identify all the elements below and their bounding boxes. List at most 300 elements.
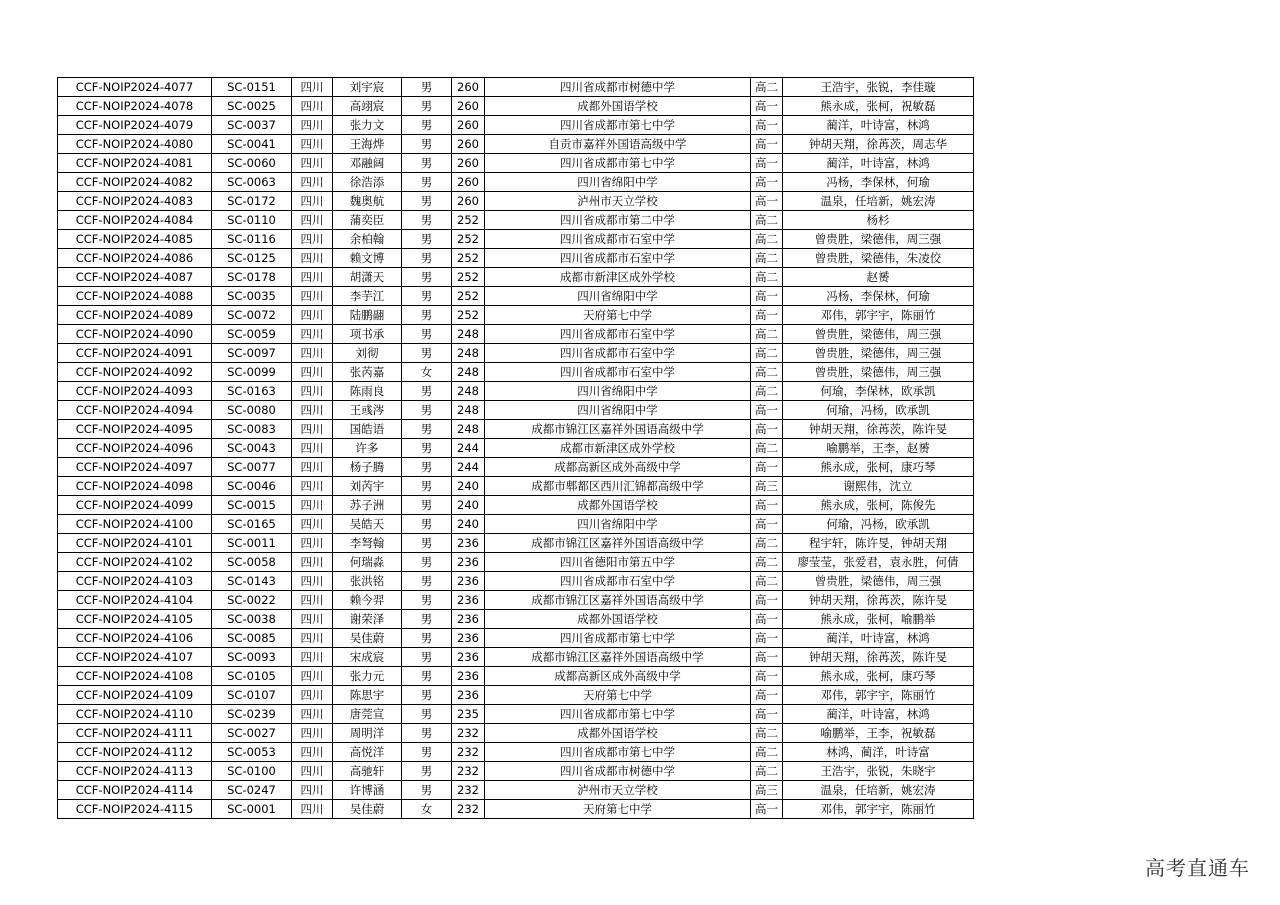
contestant-id-cell: CCF-NOIP2024-4105	[58, 610, 212, 629]
province-cell: 四川	[292, 743, 333, 762]
gender-cell: 男	[402, 116, 452, 135]
contestant-id-cell: CCF-NOIP2024-4103	[58, 572, 212, 591]
seat-id-cell: SC-0151	[212, 78, 292, 97]
seat-id-cell: SC-0100	[212, 762, 292, 781]
name-cell: 徐浩添	[333, 173, 402, 192]
grade-cell: 高一	[751, 173, 783, 192]
table-row	[58, 572, 974, 591]
contestant-id-cell: CCF-NOIP2024-4097	[58, 458, 212, 477]
province-cell: 四川	[292, 420, 333, 439]
name-cell: 高悦洋	[333, 743, 402, 762]
contestant-id-cell: CCF-NOIP2024-4083	[58, 192, 212, 211]
coach-cell: 邓伟，郭宇宇，陈丽竹	[783, 800, 974, 819]
grade-cell: 高三	[751, 477, 783, 496]
name-cell: 吴佳蔚	[333, 800, 402, 819]
table-row	[58, 648, 974, 667]
seat-id-cell: SC-0058	[212, 553, 292, 572]
gender-cell: 男	[402, 648, 452, 667]
grade-cell: 高二	[751, 211, 783, 230]
school-cell: 四川省成都市第七中学	[485, 743, 751, 762]
score-cell: 236	[452, 629, 485, 648]
contestant-id-cell: CCF-NOIP2024-4104	[58, 591, 212, 610]
name-cell: 吴皓天	[333, 515, 402, 534]
grade-cell: 高二	[751, 249, 783, 268]
school-cell: 成都市锦江区嘉祥外国语高级中学	[485, 420, 751, 439]
coach-cell: 曾贵胜，梁德伟，周三强	[783, 325, 974, 344]
contestant-id-cell: CCF-NOIP2024-4091	[58, 344, 212, 363]
seat-id-cell: SC-0063	[212, 173, 292, 192]
gender-cell: 女	[402, 363, 452, 382]
province-cell: 四川	[292, 724, 333, 743]
province-cell: 四川	[292, 591, 333, 610]
gender-cell: 男	[402, 762, 452, 781]
province-cell: 四川	[292, 629, 333, 648]
province-cell: 四川	[292, 287, 333, 306]
contestant-id-cell: CCF-NOIP2024-4089	[58, 306, 212, 325]
school-cell: 四川省成都市石室中学	[485, 325, 751, 344]
gender-cell: 男	[402, 458, 452, 477]
school-cell: 成都外国语学校	[485, 97, 751, 116]
province-cell: 四川	[292, 458, 333, 477]
score-cell: 248	[452, 363, 485, 382]
seat-id-cell: SC-0093	[212, 648, 292, 667]
coach-cell: 蔺洋，叶诗富，林鸿	[783, 705, 974, 724]
contestant-id-cell: CCF-NOIP2024-4090	[58, 325, 212, 344]
grade-cell: 高一	[751, 667, 783, 686]
table-body	[58, 78, 974, 819]
school-cell: 四川省成都市石室中学	[485, 249, 751, 268]
table-row	[58, 629, 974, 648]
score-cell: 260	[452, 135, 485, 154]
grade-cell: 高一	[751, 515, 783, 534]
seat-id-cell: SC-0027	[212, 724, 292, 743]
seat-id-cell: SC-0077	[212, 458, 292, 477]
table-row	[58, 591, 974, 610]
province-cell: 四川	[292, 325, 333, 344]
coach-cell: 谢熙伟，沈立	[783, 477, 974, 496]
province-cell: 四川	[292, 477, 333, 496]
school-cell: 四川省成都市第二中学	[485, 211, 751, 230]
gender-cell: 女	[402, 800, 452, 819]
gender-cell: 男	[402, 154, 452, 173]
coach-cell: 温泉，任培新，姚宏涛	[783, 781, 974, 800]
contestant-id-cell: CCF-NOIP2024-4077	[58, 78, 212, 97]
school-cell: 四川省成都市第七中学	[485, 116, 751, 135]
score-cell: 232	[452, 800, 485, 819]
coach-cell: 冯杨，李保林，何瑜	[783, 173, 974, 192]
province-cell: 四川	[292, 496, 333, 515]
contestant-id-cell: CCF-NOIP2024-4078	[58, 97, 212, 116]
grade-cell: 高一	[751, 154, 783, 173]
coach-cell: 熊永成，张柯，康巧琴	[783, 667, 974, 686]
coach-cell: 熊永成，张柯，康巧琴	[783, 458, 974, 477]
gender-cell: 男	[402, 211, 452, 230]
table-row	[58, 363, 974, 382]
score-cell: 252	[452, 306, 485, 325]
table-row	[58, 287, 974, 306]
seat-id-cell: SC-0165	[212, 515, 292, 534]
grade-cell: 高二	[751, 762, 783, 781]
score-cell: 236	[452, 591, 485, 610]
coach-cell: 温泉，任培新，姚宏涛	[783, 192, 974, 211]
score-cell: 248	[452, 420, 485, 439]
table-row	[58, 306, 974, 325]
name-cell: 王海烨	[333, 135, 402, 154]
coach-cell: 曾贵胜，梁德伟，周三强	[783, 344, 974, 363]
coach-cell: 林鸿，蔺洋，叶诗富	[783, 743, 974, 762]
province-cell: 四川	[292, 78, 333, 97]
coach-cell: 蔺洋，叶诗富，林鸿	[783, 116, 974, 135]
province-cell: 四川	[292, 192, 333, 211]
seat-id-cell: SC-0239	[212, 705, 292, 724]
gender-cell: 男	[402, 705, 452, 724]
school-cell: 成都市锦江区嘉祥外国语高级中学	[485, 534, 751, 553]
school-cell: 天府第七中学	[485, 306, 751, 325]
school-cell: 四川省绵阳中学	[485, 515, 751, 534]
province-cell: 四川	[292, 610, 333, 629]
seat-id-cell: SC-0097	[212, 344, 292, 363]
grade-cell: 高一	[751, 686, 783, 705]
table-row	[58, 515, 974, 534]
gender-cell: 男	[402, 477, 452, 496]
gender-cell: 男	[402, 97, 452, 116]
score-cell: 232	[452, 743, 485, 762]
gender-cell: 男	[402, 401, 452, 420]
school-cell: 成都市锦江区嘉祥外国语高级中学	[485, 648, 751, 667]
seat-id-cell: SC-0038	[212, 610, 292, 629]
contestant-id-cell: CCF-NOIP2024-4087	[58, 268, 212, 287]
gender-cell: 男	[402, 382, 452, 401]
seat-id-cell: SC-0015	[212, 496, 292, 515]
grade-cell: 高一	[751, 610, 783, 629]
name-cell: 高翊宸	[333, 97, 402, 116]
table-row	[58, 192, 974, 211]
seat-id-cell: SC-0116	[212, 230, 292, 249]
gender-cell: 男	[402, 781, 452, 800]
grade-cell: 高二	[751, 325, 783, 344]
table-row	[58, 553, 974, 572]
contestant-id-cell: CCF-NOIP2024-4101	[58, 534, 212, 553]
gender-cell: 男	[402, 306, 452, 325]
grade-cell: 高一	[751, 496, 783, 515]
table-row	[58, 667, 974, 686]
name-cell: 赖文博	[333, 249, 402, 268]
name-cell: 王彧涔	[333, 401, 402, 420]
name-cell: 魏奥航	[333, 192, 402, 211]
table-row	[58, 135, 974, 154]
table-row	[58, 458, 974, 477]
school-cell: 四川省成都市树德中学	[485, 762, 751, 781]
name-cell: 宋成宸	[333, 648, 402, 667]
seat-id-cell: SC-0172	[212, 192, 292, 211]
score-cell: 252	[452, 268, 485, 287]
name-cell: 谢荣泽	[333, 610, 402, 629]
gender-cell: 男	[402, 629, 452, 648]
school-cell: 四川省德阳市第五中学	[485, 553, 751, 572]
score-cell: 248	[452, 382, 485, 401]
grade-cell: 高二	[751, 553, 783, 572]
coach-cell: 杨杉	[783, 211, 974, 230]
province-cell: 四川	[292, 268, 333, 287]
seat-id-cell: SC-0035	[212, 287, 292, 306]
coach-cell: 钟胡天翔，徐苒茨，陈许旻	[783, 591, 974, 610]
contestant-id-cell: CCF-NOIP2024-4109	[58, 686, 212, 705]
contestant-id-cell: CCF-NOIP2024-4080	[58, 135, 212, 154]
seat-id-cell: SC-0105	[212, 667, 292, 686]
grade-cell: 高二	[751, 724, 783, 743]
contestant-id-cell: CCF-NOIP2024-4084	[58, 211, 212, 230]
name-cell: 张力元	[333, 667, 402, 686]
table-row	[58, 420, 974, 439]
score-cell: 260	[452, 173, 485, 192]
name-cell: 许博涵	[333, 781, 402, 800]
score-cell: 236	[452, 610, 485, 629]
school-cell: 成都市锦江区嘉祥外国语高级中学	[485, 591, 751, 610]
table-row	[58, 78, 974, 97]
coach-cell: 邓伟，郭宇宇，陈丽竹	[783, 306, 974, 325]
contestant-id-cell: CCF-NOIP2024-4113	[58, 762, 212, 781]
gender-cell: 男	[402, 420, 452, 439]
province-cell: 四川	[292, 534, 333, 553]
grade-cell: 高二	[751, 534, 783, 553]
contestant-id-cell: CCF-NOIP2024-4115	[58, 800, 212, 819]
grade-cell: 高一	[751, 401, 783, 420]
grade-cell: 高一	[751, 135, 783, 154]
name-cell: 胡潇天	[333, 268, 402, 287]
school-cell: 成都高新区成外高级中学	[485, 458, 751, 477]
score-cell: 252	[452, 211, 485, 230]
gender-cell: 男	[402, 743, 452, 762]
coach-cell: 钟胡天翔，徐苒茨，周志华	[783, 135, 974, 154]
contestant-id-cell: CCF-NOIP2024-4095	[58, 420, 212, 439]
gender-cell: 男	[402, 325, 452, 344]
coach-cell: 程宇轩，陈许旻，钟胡天翔	[783, 534, 974, 553]
school-cell: 自贡市嘉祥外国语高级中学	[485, 135, 751, 154]
table-row	[58, 534, 974, 553]
coach-cell: 熊永成，张柯，祝敏磊	[783, 97, 974, 116]
coach-cell: 喻鹏举，王李，赵赟	[783, 439, 974, 458]
name-cell: 项书承	[333, 325, 402, 344]
score-cell: 260	[452, 154, 485, 173]
coach-cell: 廖莹莹，张爱君，袁永胜，何倩	[783, 553, 974, 572]
province-cell: 四川	[292, 116, 333, 135]
coach-cell: 赵赟	[783, 268, 974, 287]
province-cell: 四川	[292, 173, 333, 192]
grade-cell: 高一	[751, 287, 783, 306]
name-cell: 许多	[333, 439, 402, 458]
contestant-id-cell: CCF-NOIP2024-4108	[58, 667, 212, 686]
province-cell: 四川	[292, 762, 333, 781]
table-row	[58, 382, 974, 401]
grade-cell: 高一	[751, 97, 783, 116]
gender-cell: 男	[402, 515, 452, 534]
province-cell: 四川	[292, 515, 333, 534]
school-cell: 四川省成都市第七中学	[485, 629, 751, 648]
seat-id-cell: SC-0083	[212, 420, 292, 439]
results-table	[57, 77, 974, 819]
school-cell: 泸州市天立学校	[485, 192, 751, 211]
name-cell: 李弩翰	[333, 534, 402, 553]
gender-cell: 男	[402, 287, 452, 306]
grade-cell: 高二	[751, 268, 783, 287]
table-row	[58, 116, 974, 135]
grade-cell: 高二	[751, 230, 783, 249]
seat-id-cell: SC-0011	[212, 534, 292, 553]
gender-cell: 男	[402, 173, 452, 192]
gender-cell: 男	[402, 553, 452, 572]
contestant-id-cell: CCF-NOIP2024-4114	[58, 781, 212, 800]
seat-id-cell: SC-0037	[212, 116, 292, 135]
province-cell: 四川	[292, 363, 333, 382]
score-cell: 260	[452, 192, 485, 211]
name-cell: 邓融阔	[333, 154, 402, 173]
school-cell: 成都外国语学校	[485, 724, 751, 743]
coach-cell: 何瑜，冯杨，欧承凯	[783, 515, 974, 534]
grade-cell: 高二	[751, 743, 783, 762]
gender-cell: 男	[402, 78, 452, 97]
name-cell: 李芋江	[333, 287, 402, 306]
contestant-id-cell: CCF-NOIP2024-4085	[58, 230, 212, 249]
province-cell: 四川	[292, 667, 333, 686]
name-cell: 刘彻	[333, 344, 402, 363]
school-cell: 天府第七中学	[485, 800, 751, 819]
gender-cell: 男	[402, 724, 452, 743]
seat-id-cell: SC-0072	[212, 306, 292, 325]
province-cell: 四川	[292, 306, 333, 325]
contestant-id-cell: CCF-NOIP2024-4111	[58, 724, 212, 743]
province-cell: 四川	[292, 572, 333, 591]
name-cell: 赖今羿	[333, 591, 402, 610]
province-cell: 四川	[292, 382, 333, 401]
coach-cell: 喻鹏举，王李，祝敏磊	[783, 724, 974, 743]
name-cell: 陈思宇	[333, 686, 402, 705]
table-row	[58, 211, 974, 230]
contestant-id-cell: CCF-NOIP2024-4086	[58, 249, 212, 268]
gender-cell: 男	[402, 496, 452, 515]
seat-id-cell: SC-0110	[212, 211, 292, 230]
grade-cell: 高一	[751, 458, 783, 477]
school-cell: 成都市新津区成外学校	[485, 268, 751, 287]
gender-cell: 男	[402, 572, 452, 591]
name-cell: 张芮嘉	[333, 363, 402, 382]
contestant-id-cell: CCF-NOIP2024-4098	[58, 477, 212, 496]
seat-id-cell: SC-0125	[212, 249, 292, 268]
seat-id-cell: SC-0060	[212, 154, 292, 173]
contestant-id-cell: CCF-NOIP2024-4110	[58, 705, 212, 724]
coach-cell: 何瑜，冯杨，欧承凯	[783, 401, 974, 420]
table-row	[58, 496, 974, 515]
province-cell: 四川	[292, 230, 333, 249]
province-cell: 四川	[292, 154, 333, 173]
contestant-id-cell: CCF-NOIP2024-4081	[58, 154, 212, 173]
school-cell: 成都市郫都区西川汇锦都高级中学	[485, 477, 751, 496]
name-cell: 张力文	[333, 116, 402, 135]
table-row	[58, 686, 974, 705]
school-cell: 四川省成都市第七中学	[485, 705, 751, 724]
school-cell: 四川省成都市石室中学	[485, 572, 751, 591]
contestant-id-cell: CCF-NOIP2024-4102	[58, 553, 212, 572]
gender-cell: 男	[402, 192, 452, 211]
seat-id-cell: SC-0043	[212, 439, 292, 458]
coach-cell: 何瑜，李保林，欧承凯	[783, 382, 974, 401]
coach-cell: 熊永成，张柯，陈俊先	[783, 496, 974, 515]
table-row	[58, 705, 974, 724]
table-row	[58, 439, 974, 458]
score-cell: 236	[452, 648, 485, 667]
score-cell: 248	[452, 344, 485, 363]
school-cell: 四川省绵阳中学	[485, 382, 751, 401]
province-cell: 四川	[292, 648, 333, 667]
coach-cell: 钟胡天翔，徐苒茨，陈许旻	[783, 420, 974, 439]
seat-id-cell: SC-0022	[212, 591, 292, 610]
coach-cell: 曾贵胜，梁德伟，周三强	[783, 230, 974, 249]
contestant-id-cell: CCF-NOIP2024-4096	[58, 439, 212, 458]
gender-cell: 男	[402, 610, 452, 629]
table-row	[58, 724, 974, 743]
table-row	[58, 154, 974, 173]
coach-cell: 邓伟，郭宇宇，陈丽竹	[783, 686, 974, 705]
contestant-id-cell: CCF-NOIP2024-4093	[58, 382, 212, 401]
school-cell: 四川省成都市石室中学	[485, 363, 751, 382]
score-cell: 236	[452, 553, 485, 572]
score-cell: 236	[452, 686, 485, 705]
province-cell: 四川	[292, 439, 333, 458]
table-row	[58, 401, 974, 420]
seat-id-cell: SC-0178	[212, 268, 292, 287]
score-cell: 240	[452, 515, 485, 534]
school-cell: 四川省成都市石室中学	[485, 344, 751, 363]
school-cell: 四川省成都市石室中学	[485, 230, 751, 249]
name-cell: 唐莞宣	[333, 705, 402, 724]
gender-cell: 男	[402, 534, 452, 553]
table-row	[58, 344, 974, 363]
gender-cell: 男	[402, 439, 452, 458]
score-cell: 236	[452, 572, 485, 591]
seat-id-cell: SC-0143	[212, 572, 292, 591]
seat-id-cell: SC-0041	[212, 135, 292, 154]
name-cell: 国皓语	[333, 420, 402, 439]
gender-cell: 男	[402, 686, 452, 705]
grade-cell: 高二	[751, 572, 783, 591]
contestant-id-cell: CCF-NOIP2024-4106	[58, 629, 212, 648]
table-row	[58, 230, 974, 249]
score-cell: 232	[452, 762, 485, 781]
watermark-text: 高考直通车	[1145, 856, 1250, 880]
province-cell: 四川	[292, 781, 333, 800]
school-cell: 成都市新津区成外学校	[485, 439, 751, 458]
grade-cell: 高二	[751, 78, 783, 97]
gender-cell: 男	[402, 344, 452, 363]
name-cell: 周明洋	[333, 724, 402, 743]
coach-cell: 王浩宇，张锐，朱晓宇	[783, 762, 974, 781]
score-cell: 248	[452, 325, 485, 344]
province-cell: 四川	[292, 705, 333, 724]
province-cell: 四川	[292, 800, 333, 819]
grade-cell: 高一	[751, 420, 783, 439]
table-row	[58, 762, 974, 781]
table-row	[58, 268, 974, 287]
province-cell: 四川	[292, 211, 333, 230]
contestant-id-cell: CCF-NOIP2024-4088	[58, 287, 212, 306]
score-cell: 252	[452, 249, 485, 268]
seat-id-cell: SC-0046	[212, 477, 292, 496]
score-cell: 244	[452, 458, 485, 477]
coach-cell: 蔺洋，叶诗富，林鸿	[783, 154, 974, 173]
grade-cell: 高一	[751, 306, 783, 325]
score-cell: 240	[452, 477, 485, 496]
name-cell: 苏子洲	[333, 496, 402, 515]
province-cell: 四川	[292, 344, 333, 363]
